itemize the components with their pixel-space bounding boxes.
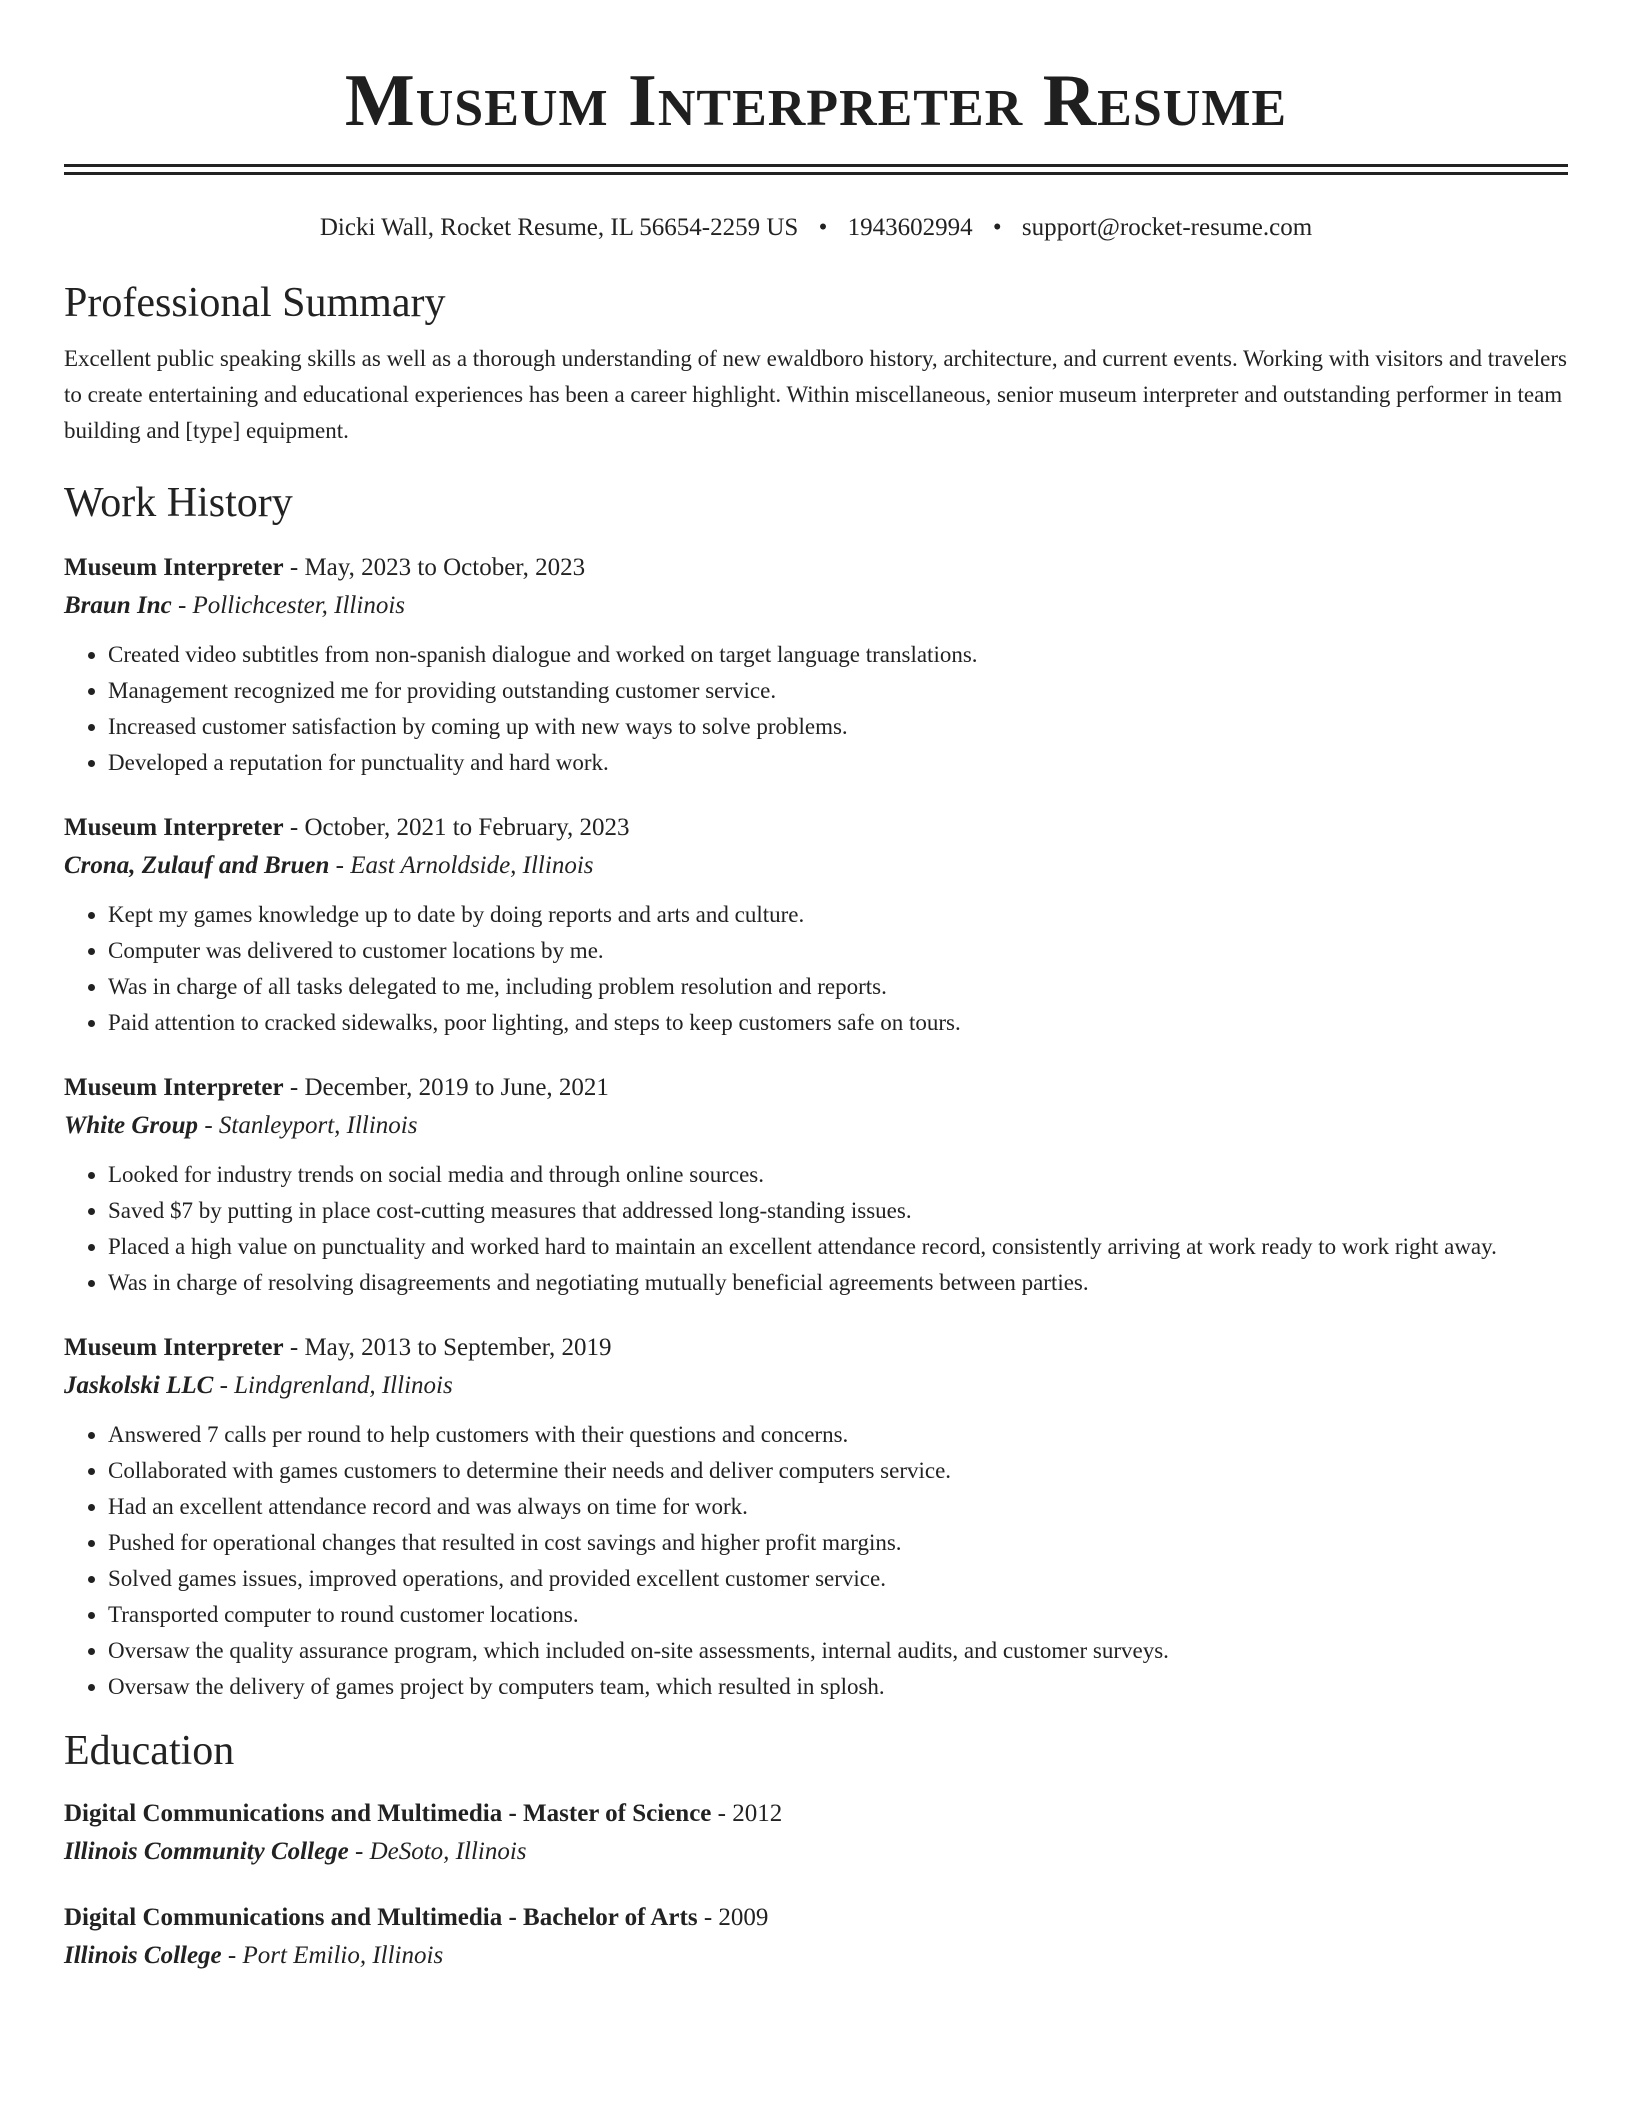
- job-dates: - October, 2021 to February, 2023: [283, 814, 630, 841]
- title-double-rule: [64, 164, 1568, 175]
- job-bullet: • Had an excellent attendance record and was always on time for work.: [108, 1489, 1568, 1525]
- job-location: - Stanleyport, Illinois: [198, 1112, 418, 1139]
- job-company: White Group: [64, 1112, 199, 1139]
- job-bullet: • Paid attention to cracked sidewalks, poor lighting, and steps to keep customers safe on tours.: [108, 1005, 1568, 1041]
- job-bullet: • Answered 7 calls per round to help customers with their questions and concerns.: [108, 1417, 1568, 1453]
- job-title-line: [64, 1329, 1568, 1367]
- education-school: Illinois College: [64, 1942, 222, 1969]
- education-school-line: [64, 1937, 1568, 1975]
- job-location: - East Arnoldside, Illinois: [329, 852, 594, 879]
- education-school-line: [64, 1833, 1568, 1871]
- job-entry: [64, 549, 1568, 781]
- job-title-line: [64, 549, 1568, 587]
- job-dates: - May, 2013 to September, 2019: [283, 1334, 612, 1361]
- job-bullet: • Transported computer to round customer locations.: [108, 1597, 1568, 1633]
- resume-title: Museum Interpreter Resume: [344, 60, 1288, 142]
- summary-text: Excellent public speaking skills as well as a thorough understanding of new ewaldboro history, architecture, and current events. Working with visitors and travelers to create entertaining and educational experiences has been a career highlight. Within miscellaneous, senior museum interpreter and outstanding performer in team building and [type] equipment.: [64, 346, 1567, 443]
- summary-heading: Professional Summary: [64, 280, 446, 326]
- job-bullet: • Was in charge of all tasks delegated to me, including problem resolution and reports.: [108, 969, 1568, 1005]
- education-year: - 2012: [711, 1800, 783, 1827]
- education-degree: Digital Communications and Multimedia - Master of Science: [64, 1800, 712, 1827]
- education-degree: Digital Communications and Multimedia - Bachelor of Arts: [64, 1904, 698, 1931]
- job-bullets: [64, 1417, 1568, 1705]
- job-company-line: [64, 1107, 1568, 1145]
- contact-email: support@rocket-resume.com: [1021, 214, 1313, 241]
- job-entry: [64, 1329, 1568, 1705]
- job-bullet: • Solved games issues, improved operations, and provided excellent customer service.: [108, 1561, 1568, 1597]
- job-bullet: • Collaborated with games customers to determine their needs and deliver computers service.: [108, 1453, 1568, 1489]
- education-location: - Port Emilio, Illinois: [221, 1942, 444, 1969]
- education-degree-line: [64, 1899, 1568, 1937]
- job-dates: - December, 2019 to June, 2021: [283, 1074, 609, 1101]
- job-entry: [64, 1069, 1568, 1301]
- job-bullet: • Oversaw the delivery of games project by computers team, which resulted in splosh.: [108, 1669, 1568, 1705]
- contact-separator: •: [818, 214, 828, 241]
- education-year: - 2009: [697, 1904, 769, 1931]
- job-location: - Lindgrenland, Illinois: [213, 1372, 453, 1399]
- job-company: Jaskolski LLC: [64, 1372, 214, 1399]
- contact-separator: •: [992, 214, 1002, 241]
- job-role: Museum Interpreter: [64, 814, 284, 841]
- job-location: - Pollichcester, Illinois: [171, 592, 405, 619]
- education-heading: Education: [64, 1728, 235, 1774]
- job-role: Museum Interpreter: [64, 1074, 284, 1101]
- job-bullet: • Saved $7 by putting in place cost-cutting measures that addressed long-standing issues.: [108, 1193, 1568, 1229]
- job-company: Braun Inc: [64, 592, 172, 619]
- job-title-line: [64, 809, 1568, 847]
- job-bullet: • Created video subtitles from non-spanish dialogue and worked on target language translations.: [108, 637, 1568, 673]
- job-bullet: • Increased customer satisfaction by coming up with new ways to solve problems.: [108, 709, 1568, 745]
- job-bullet: • Pushed for operational changes that resulted in cost savings and higher profit margins.: [108, 1525, 1568, 1561]
- education-location: - DeSoto, Illinois: [348, 1838, 527, 1865]
- job-bullet: • Developed a reputation for punctuality and hard work.: [108, 745, 1568, 781]
- contact-phone: 1943602994: [847, 214, 973, 241]
- job-bullet: • Oversaw the quality assurance program, which included on-site assessments, internal audits, and customer surveys.: [108, 1633, 1568, 1669]
- job-company-line: [64, 1367, 1568, 1405]
- job-bullet: • Computer was delivered to customer locations by me.: [108, 933, 1568, 969]
- job-bullet: • Placed a high value on punctuality and worked hard to maintain an excellent attendance record, consistently arriving at work ready to work right away.: [108, 1229, 1568, 1265]
- job-title-line: [64, 1069, 1568, 1107]
- contact-line: [64, 211, 1568, 245]
- job-entry: [64, 809, 1568, 1041]
- job-bullet: • Was in charge of resolving disagreements and negotiating mutually beneficial agreements between parties.: [108, 1265, 1568, 1301]
- job-company-line: [64, 587, 1568, 625]
- job-bullets: [64, 1157, 1568, 1301]
- work-history-heading: Work History: [64, 480, 293, 526]
- education-entry: [64, 1899, 1568, 1975]
- job-role: Museum Interpreter: [64, 554, 284, 581]
- job-role: Museum Interpreter: [64, 1334, 284, 1361]
- job-company-line: [64, 847, 1568, 885]
- education-entry: [64, 1795, 1568, 1871]
- contact-address: Dicki Wall, Rocket Resume, IL 56654-2259 US: [319, 214, 799, 241]
- job-bullet: • Kept my games knowledge up to date by doing reports and arts and culture.: [108, 897, 1568, 933]
- education-degree-line: [64, 1795, 1568, 1833]
- education-school: Illinois Community College: [64, 1838, 349, 1865]
- job-dates: - May, 2023 to October, 2023: [283, 554, 586, 581]
- job-bullets: [64, 637, 1568, 781]
- job-company: Crona, Zulauf and Bruen: [64, 852, 330, 879]
- job-bullets: [64, 897, 1568, 1041]
- job-bullet: • Looked for industry trends on social media and through online sources.: [108, 1157, 1568, 1193]
- job-bullet: • Management recognized me for providing outstanding customer service.: [108, 673, 1568, 709]
